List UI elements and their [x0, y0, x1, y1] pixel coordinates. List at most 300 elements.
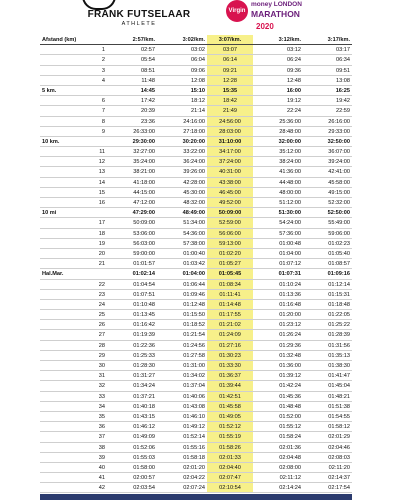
split-time: 01:34:02	[157, 371, 207, 381]
split-time-highlighted: 01:49:05	[207, 412, 253, 422]
split-time: 01:10:48	[108, 300, 157, 310]
split-time: 01:21:54	[157, 330, 207, 340]
split-time: 27:18:00	[157, 127, 207, 137]
split-time-highlighted: 01:24:09	[207, 330, 253, 340]
row-landmark-label: 10 km.	[40, 137, 108, 147]
split-time-highlighted: 01:14:48	[207, 300, 253, 310]
split-time: 02:08:00	[253, 463, 303, 473]
split-time: 19:12	[253, 96, 303, 106]
event-badge-icon: Virgin	[226, 0, 248, 22]
split-time: 24:16:00	[157, 117, 207, 127]
split-time-highlighted: 31:10:00	[207, 137, 253, 147]
event-year: 2020	[256, 22, 274, 31]
split-time: 01:02:23	[303, 239, 352, 249]
split-time: 28:48:00	[253, 127, 303, 137]
split-time: 01:37:04	[157, 381, 207, 391]
split-time-highlighted: 06:14	[207, 55, 253, 65]
split-time-highlighted: 01:33:30	[207, 361, 253, 371]
split-time: 48:00:00	[253, 188, 303, 198]
split-time-highlighted: 01:39:44	[207, 381, 253, 391]
split-time: 01:01:57	[108, 259, 157, 269]
split-time: 06:24	[253, 55, 303, 65]
split-time: 01:07:31	[253, 269, 303, 279]
split-time: 01:13:45	[108, 310, 157, 320]
split-time: 38:21:00	[108, 167, 157, 177]
table-row	[40, 280, 352, 290]
row-km: 1	[40, 45, 108, 55]
split-time: 12:08	[157, 76, 207, 86]
table-row	[40, 371, 352, 381]
split-time: 01:09:16	[303, 269, 352, 279]
split-time: 01:55:03	[108, 453, 157, 463]
split-time: 16:25	[303, 86, 352, 96]
split-time: 13:08	[303, 76, 352, 86]
split-time: 02:01:36	[253, 443, 303, 453]
split-time: 01:00:40	[157, 249, 207, 259]
split-time: 05:54	[108, 55, 157, 65]
split-time: 01:31:27	[108, 371, 157, 381]
split-time-highlighted: 01:08:34	[207, 280, 253, 290]
split-time: 51:34:00	[157, 218, 207, 228]
split-time: 01:07:12	[253, 259, 303, 269]
split-time: 01:41:47	[303, 371, 352, 381]
table-row	[40, 106, 352, 116]
table-row	[40, 463, 352, 473]
split-time: 54:36:00	[157, 229, 207, 239]
split-time: 01:38:30	[303, 361, 352, 371]
table-row	[40, 392, 352, 402]
split-time: 22:59	[303, 106, 352, 116]
table-row	[40, 66, 352, 76]
event-line2: MARATHON	[251, 9, 300, 19]
split-time: 01:28:39	[303, 330, 352, 340]
split-time: 01:22:36	[108, 341, 157, 351]
split-time: 09:36	[253, 66, 303, 76]
header-distance: Afstand (km)	[40, 35, 108, 45]
split-time: 32:50:00	[303, 137, 352, 147]
split-time-highlighted: 01:52:12	[207, 422, 253, 432]
table-header-row	[40, 35, 352, 45]
split-time: 42:41:00	[303, 167, 352, 177]
split-time: 01:37:21	[108, 392, 157, 402]
row-km: 18	[40, 229, 108, 239]
split-time: 01:32:48	[253, 351, 303, 361]
split-time: 01:13:36	[253, 290, 303, 300]
row-km: 19	[40, 239, 108, 249]
split-time: 15:10	[157, 86, 207, 96]
row-km: 3	[40, 66, 108, 76]
split-time: 01:58:00	[108, 463, 157, 473]
split-time-highlighted: 01:05:27	[207, 259, 253, 269]
split-time-highlighted: 24:56:00	[207, 117, 253, 127]
split-time: 01:12:14	[303, 280, 352, 290]
split-time: 08:51	[108, 66, 157, 76]
row-km: 24	[40, 300, 108, 310]
split-time-highlighted: 01:05:45	[207, 269, 253, 279]
split-time: 01:06:44	[157, 280, 207, 290]
split-time: 32:00:00	[253, 137, 303, 147]
split-time-highlighted: 01:21:02	[207, 320, 253, 330]
table-row	[40, 45, 352, 55]
split-time: 59:00:00	[108, 249, 157, 259]
split-time: 17:42	[108, 96, 157, 106]
row-km: 36	[40, 422, 108, 432]
table-row	[40, 96, 352, 106]
table-row	[40, 137, 352, 147]
table-row	[40, 290, 352, 300]
split-time: 01:31:00	[157, 361, 207, 371]
table-row	[40, 86, 352, 96]
split-time-highlighted: 52:59:00	[207, 218, 253, 228]
split-time: 11:48	[108, 76, 157, 86]
split-time: 01:52:06	[108, 443, 157, 453]
table-row	[40, 117, 352, 127]
split-time: 01:52:00	[253, 412, 303, 422]
split-time: 01:54:55	[303, 412, 352, 422]
split-time: 01:58:24	[253, 432, 303, 442]
header-pace-highlighted: 3:07/km.	[207, 35, 253, 45]
header-pace: 2:57/km.	[108, 35, 157, 45]
table-row	[40, 157, 352, 167]
split-time: 53:06:00	[108, 229, 157, 239]
row-landmark-label: 10 mi	[40, 208, 108, 218]
split-time: 02:04:22	[157, 473, 207, 483]
split-time: 01:02:14	[108, 269, 157, 279]
split-time: 01:25:33	[108, 351, 157, 361]
split-time: 01:03:42	[157, 259, 207, 269]
split-time: 01:58:12	[303, 422, 352, 432]
split-time-highlighted: 56:06:00	[207, 229, 253, 239]
split-time-highlighted: 37:24:00	[207, 157, 253, 167]
split-time-highlighted: 50:09:00	[207, 208, 253, 218]
split-time: 01:27:58	[157, 351, 207, 361]
event-line1: money LONDON	[251, 1, 302, 8]
split-time: 20:39	[108, 106, 157, 116]
row-km: 17	[40, 218, 108, 228]
table-row	[40, 422, 352, 432]
row-km: 31	[40, 371, 108, 381]
split-time: 52:32:00	[303, 198, 352, 208]
split-time: 35:24:00	[108, 157, 157, 167]
split-time-highlighted: 15:35	[207, 86, 253, 96]
footer-bar	[40, 494, 352, 500]
table-row	[40, 412, 352, 422]
split-time: 12:48	[253, 76, 303, 86]
split-time: 14:45	[108, 86, 157, 96]
row-km: 28	[40, 341, 108, 351]
split-time-highlighted: 01:55:19	[207, 432, 253, 442]
split-time: 02:14:24	[253, 483, 303, 493]
split-time: 01:43:15	[108, 412, 157, 422]
row-km: 25	[40, 310, 108, 320]
split-time-highlighted: 09:21	[207, 66, 253, 76]
table-row	[40, 361, 352, 371]
split-time: 56:03:00	[108, 239, 157, 249]
split-time: 02:57	[108, 45, 157, 55]
row-km: 13	[40, 167, 108, 177]
split-time: 01:19:39	[108, 330, 157, 340]
split-time: 47:12:00	[108, 198, 157, 208]
table-row	[40, 76, 352, 86]
split-time: 01:55:16	[157, 443, 207, 453]
split-time-highlighted: 01:11:41	[207, 290, 253, 300]
brand-logo	[74, 0, 204, 34]
split-time: 02:07:24	[157, 483, 207, 493]
split-time: 48:32:00	[157, 198, 207, 208]
row-km: 27	[40, 330, 108, 340]
table-row	[40, 443, 352, 453]
row-km: 20	[40, 249, 108, 259]
split-time: 01:45:04	[303, 381, 352, 391]
table-row	[40, 402, 352, 412]
split-time: 02:11:20	[303, 463, 352, 473]
split-time: 09:06	[157, 66, 207, 76]
row-km: 8	[40, 117, 108, 127]
split-time: 39:26:00	[157, 167, 207, 177]
brand-name: FRANK FUTSELAAR	[87, 9, 191, 20]
split-time: 30:20:00	[157, 137, 207, 147]
split-time: 49:15:00	[303, 188, 352, 198]
table-row	[40, 259, 352, 269]
split-time: 01:07:51	[108, 290, 157, 300]
split-time-highlighted: 01:27:16	[207, 341, 253, 351]
row-km: 7	[40, 106, 108, 116]
split-time: 29:30:00	[108, 137, 157, 147]
split-time: 01:58:18	[157, 453, 207, 463]
pace-table	[40, 35, 352, 493]
row-landmark-label: 5 km.	[40, 86, 108, 96]
split-time: 01:43:08	[157, 402, 207, 412]
split-time: 19:42	[303, 96, 352, 106]
split-time: 36:07:00	[303, 147, 352, 157]
table-row	[40, 218, 352, 228]
split-time: 45:30:00	[157, 188, 207, 198]
split-time-highlighted: 02:01:33	[207, 453, 253, 463]
split-time: 01:35:13	[303, 351, 352, 361]
split-time: 01:16:48	[253, 300, 303, 310]
split-time: 51:12:00	[253, 198, 303, 208]
split-time-highlighted: 02:10:54	[207, 483, 253, 493]
split-time: 51:30:00	[253, 208, 303, 218]
split-time: 02:04:46	[303, 443, 352, 453]
table-row	[40, 453, 352, 463]
split-time-highlighted: 03:07	[207, 45, 253, 55]
header-pace: 3:02/km.	[157, 35, 207, 45]
split-time: 01:12:48	[157, 300, 207, 310]
split-time: 57:38:00	[157, 239, 207, 249]
split-time: 39:24:00	[303, 157, 352, 167]
table-row	[40, 351, 352, 361]
split-time: 06:04	[157, 55, 207, 65]
row-km: 2	[40, 55, 108, 65]
split-time: 18:12	[157, 96, 207, 106]
table-row	[40, 310, 352, 320]
row-km: 34	[40, 402, 108, 412]
split-time: 01:10:24	[253, 280, 303, 290]
table-row	[40, 167, 352, 177]
split-time: 44:48:00	[253, 178, 303, 188]
split-time-highlighted: 21:49	[207, 106, 253, 116]
split-time: 42:28:00	[157, 178, 207, 188]
split-time: 22:24	[253, 106, 303, 116]
row-km: 41	[40, 473, 108, 483]
row-km: 30	[40, 361, 108, 371]
split-time: 01:55:12	[253, 422, 303, 432]
split-time: 41:36:00	[253, 167, 303, 177]
split-time: 59:06:00	[303, 229, 352, 239]
split-time: 47:29:00	[108, 208, 157, 218]
split-time: 38:24:00	[253, 157, 303, 167]
row-km: 42	[40, 483, 108, 493]
row-km: 35	[40, 412, 108, 422]
split-time-highlighted: 43:38:00	[207, 178, 253, 188]
table-row	[40, 341, 352, 351]
row-km: 38	[40, 443, 108, 453]
split-time-highlighted: 02:04:40	[207, 463, 253, 473]
row-landmark-label: Hal.Mar.	[40, 269, 108, 279]
split-time-highlighted: 01:36:37	[207, 371, 253, 381]
split-time-highlighted: 12:28	[207, 76, 253, 86]
event-logo	[226, 0, 316, 36]
split-time: 01:24:56	[157, 341, 207, 351]
split-time: 01:40:06	[157, 392, 207, 402]
row-km: 21	[40, 259, 108, 269]
row-km: 29	[40, 351, 108, 361]
header-pace: 3:12/km.	[253, 35, 303, 45]
split-time: 44:15:00	[108, 188, 157, 198]
row-km: 15	[40, 188, 108, 198]
table-row	[40, 178, 352, 188]
row-km: 40	[40, 463, 108, 473]
split-time: 01:36:00	[253, 361, 303, 371]
split-time: 01:52:14	[157, 432, 207, 442]
table-row	[40, 229, 352, 239]
table-row	[40, 320, 352, 330]
split-time: 01:00:48	[253, 239, 303, 249]
split-time: 03:12	[253, 45, 303, 55]
split-time: 01:15:31	[303, 290, 352, 300]
split-time: 01:42:24	[253, 381, 303, 391]
split-time: 45:58:00	[303, 178, 352, 188]
row-km: 16	[40, 198, 108, 208]
table-row	[40, 432, 352, 442]
split-time-highlighted: 01:30:23	[207, 351, 253, 361]
split-time: 55:49:00	[303, 218, 352, 228]
split-time: 03:02	[157, 45, 207, 55]
table-row	[40, 55, 352, 65]
split-time: 21:14	[157, 106, 207, 116]
split-time: 02:04:48	[253, 453, 303, 463]
split-time: 01:18:48	[303, 300, 352, 310]
split-time: 02:01:29	[303, 432, 352, 442]
table-row	[40, 208, 352, 218]
split-time-highlighted: 34:17:00	[207, 147, 253, 157]
split-time: 01:09:46	[157, 290, 207, 300]
split-time: 01:28:30	[108, 361, 157, 371]
split-time-highlighted: 49:52:00	[207, 198, 253, 208]
row-km: 14	[40, 178, 108, 188]
split-time: 02:14:37	[303, 473, 352, 483]
split-time: 16:00	[253, 86, 303, 96]
brand-subtitle: ATHLETE	[121, 21, 157, 27]
split-time: 01:15:50	[157, 310, 207, 320]
split-time: 02:08:03	[303, 453, 352, 463]
split-time: 01:29:36	[253, 341, 303, 351]
split-time: 02:03:54	[108, 483, 157, 493]
split-time-highlighted: 01:17:55	[207, 310, 253, 320]
split-time-highlighted: 01:02:20	[207, 249, 253, 259]
split-time: 01:08:57	[303, 259, 352, 269]
split-time: 06:34	[303, 55, 352, 65]
split-time: 32:27:00	[108, 147, 157, 157]
table-row	[40, 249, 352, 259]
split-time: 01:20:00	[253, 310, 303, 320]
split-time: 01:51:38	[303, 402, 352, 412]
table-row	[40, 198, 352, 208]
split-time: 29:33:00	[303, 127, 352, 137]
table-row	[40, 483, 352, 493]
split-time-highlighted: 01:45:58	[207, 402, 253, 412]
split-time: 48:49:00	[157, 208, 207, 218]
split-time: 01:39:12	[253, 371, 303, 381]
split-time: 02:17:54	[303, 483, 352, 493]
split-time: 23:36	[108, 117, 157, 127]
row-km: 22	[40, 280, 108, 290]
split-time: 01:48:48	[253, 402, 303, 412]
split-time: 01:04:54	[108, 280, 157, 290]
table-row	[40, 127, 352, 137]
row-km: 23	[40, 290, 108, 300]
row-km: 9	[40, 127, 108, 137]
split-time-highlighted: 02:07:47	[207, 473, 253, 483]
split-time: 01:48:21	[303, 392, 352, 402]
split-time: 33:22:00	[157, 147, 207, 157]
split-time: 57:36:00	[253, 229, 303, 239]
row-km: 33	[40, 392, 108, 402]
table-row	[40, 330, 352, 340]
split-time: 01:26:24	[253, 330, 303, 340]
row-km: 12	[40, 157, 108, 167]
split-time: 02:01:20	[157, 463, 207, 473]
split-time-highlighted: 40:31:00	[207, 167, 253, 177]
split-time: 54:24:00	[253, 218, 303, 228]
table-row	[40, 300, 352, 310]
split-time-highlighted: 01:58:26	[207, 443, 253, 453]
split-time: 03:17	[303, 45, 352, 55]
split-time-highlighted: 01:42:51	[207, 392, 253, 402]
split-time: 01:45:36	[253, 392, 303, 402]
table-row	[40, 147, 352, 157]
split-time-highlighted: 18:42	[207, 96, 253, 106]
row-km: 37	[40, 432, 108, 442]
row-km: 4	[40, 76, 108, 86]
row-km: 11	[40, 147, 108, 157]
split-time: 50:09:00	[108, 218, 157, 228]
split-time: 01:34:24	[108, 381, 157, 391]
split-time: 01:04:00	[157, 269, 207, 279]
split-time: 01:04:00	[253, 249, 303, 259]
split-time: 35:12:00	[253, 147, 303, 157]
page-header	[0, 0, 400, 36]
table-row	[40, 473, 352, 483]
split-time: 01:23:12	[253, 320, 303, 330]
split-time: 01:22:05	[303, 310, 352, 320]
split-time: 41:18:00	[108, 178, 157, 188]
row-km: 6	[40, 96, 108, 106]
split-time-highlighted: 28:03:00	[207, 127, 253, 137]
header-pace: 3:17/km.	[303, 35, 352, 45]
split-time: 01:46:12	[108, 422, 157, 432]
